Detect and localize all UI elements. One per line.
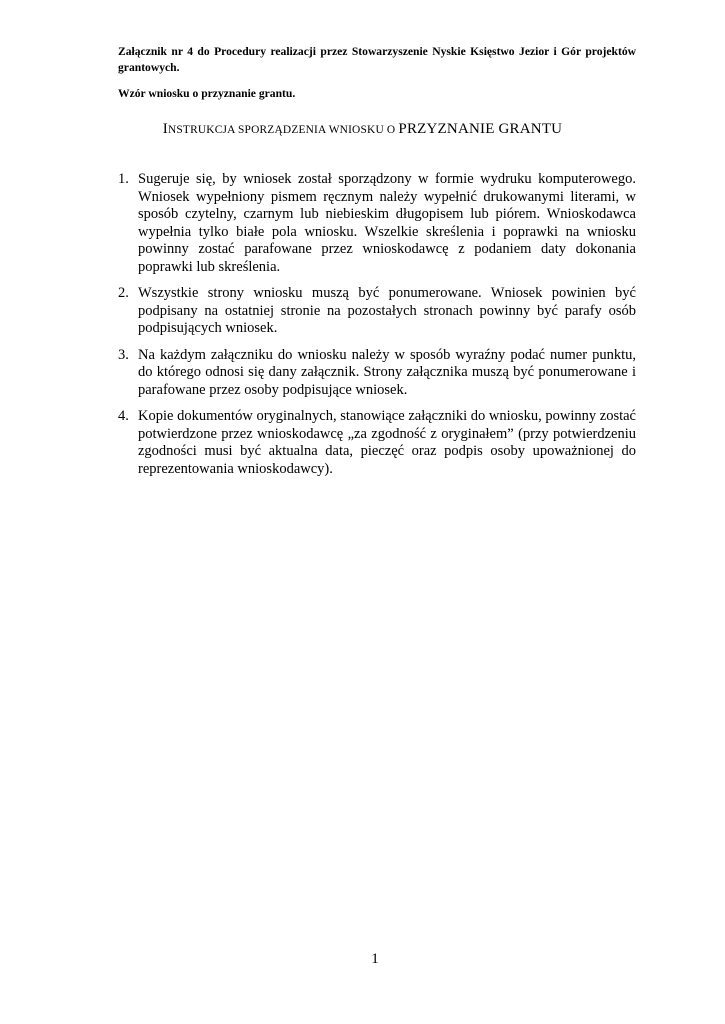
item-number: 3. <box>118 346 129 363</box>
list-item <box>118 171 636 276</box>
form-template-note: Wzór wniosku o przyznanie grantu. <box>118 87 296 100</box>
title-small-caps: NSTRUKCJA SPORZĄDZENIA WNIOSKU O <box>167 124 399 136</box>
list-item <box>118 285 636 338</box>
page-number: 1 <box>371 951 379 967</box>
document-header <box>118 44 636 102</box>
item-text: Wszystkie strony wniosku muszą być ponumerowane. Wniosek powinien być podpisany na ostatniej stronie na pozostałych stronach powinny być parafy osób podpisujących wniosek. <box>138 285 636 336</box>
item-number: 2. <box>118 285 129 301</box>
item-text: Sugeruje się, by wniosek został sporządzony w formie wydruku komputerowego. Wniosek wypełniony pismem ręcznym należy wypełnić drukowanymi literami, w sposób czytelny, czarnym lub niebieskim długopisem lub piórem. Wnioskodawca wypełnia tylko białe pola wniosku. Wszelkie skreślenia i poprawki na wniosku powinny zostać parafowane przez wnioskodawcę z podaniem daty dokonania poprawki lub skreślenia. <box>138 171 636 275</box>
title-initial: I <box>162 121 168 137</box>
item-number: 4. <box>118 408 129 424</box>
list-item <box>118 347 636 400</box>
title-grant: PRZYZNANIE GRANTU <box>398 121 563 137</box>
instruction-list <box>118 171 636 487</box>
item-text: Na każdym załączniku do wniosku należy w sposób wyraźny podać numer punktu, do którego odnosi się dany załącznik. Strony załącznika muszą być ponumerowane i parafowane przez osoby podpisujące wniosek. <box>138 346 636 398</box>
attachment-note: Załącznik nr 4 do Procedury realizacji przez Stowarzyszenie Nyskie Księstwo Jezior i Gór projektów grantowych. <box>118 45 636 74</box>
item-text: Kopie dokumentów oryginalnych, stanowiące załączniki do wniosku, powinny zostać potwierdzone przez wnioskodawcę „za zgodność z oryginałem” (przy potwierdzeniu zgodności musi być aktualna data, pieczęć oraz podpis osoby upoważnionej do reprezentowania wnioskodawcy). <box>138 408 636 477</box>
page-title <box>0 121 725 138</box>
list-item <box>118 408 636 478</box>
item-number: 1. <box>118 171 129 187</box>
